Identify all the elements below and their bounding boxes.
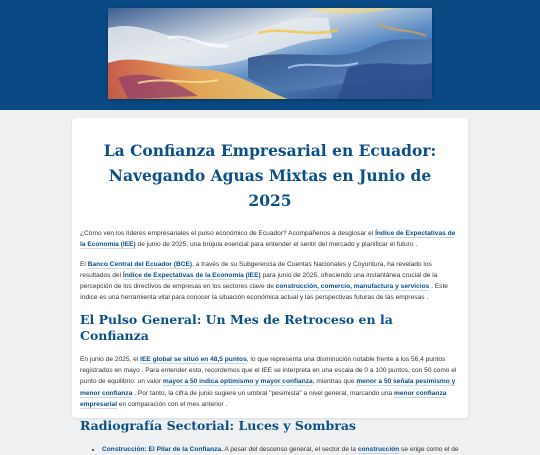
sector-list (80, 444, 460, 455)
list-item: • Construcción: El Pilar de la Confianza. A pesar del descenso general, el sector de la construcción se erige como el de (102, 444, 460, 455)
bce-paragraph: El Banco Central del Ecuador (BCE), a través de su Subgerencia de Cuentas Nacionales y Coyuntura, ha revelado los resultados del Índice de Expectativas de la Economía (IEE) para junio de 2025, ofreciendo una instantánea crucial de la percepción de los directivos de empresas en los sectores clave de construcción, comercio, manufactura y servicios . Este índice es una herramienta vital para conocer la situación económica actual y las perspectivas futuras de las empresas . (80, 260, 448, 302)
abstract-painting-image (108, 8, 432, 99)
lower-confidence-highlight: menor confianza empresarial (80, 389, 447, 408)
section-heading-pulso-general: El Pulso General: Un Mes de Retroceso en la Confianza (80, 311, 393, 343)
sectors-highlight: construcción, comercio, manufactura y servicios (275, 283, 430, 291)
intro-highlight-iee: Índice de Expectativas de la Economía (IEE) (80, 230, 456, 249)
section-heading-radiografia: Radiografía Sectorial: Luces y Sombras (80, 418, 356, 434)
bce-highlight: Banco Central del Ecuador (BCE) (87, 260, 193, 268)
iee-global-highlight: IEE global se situó en 48,5 puntos (140, 355, 247, 363)
pessimism-highlight: menor a 50 señala pesimismo y menor confianza (80, 378, 456, 397)
iee-highlight: Índice de Expectativas de la Economía (IEE) (122, 271, 261, 279)
header-banner (0, 0, 540, 110)
article-card (72, 118, 468, 454)
pulso-paragraph: En junio de 2025, el IEE global se situó en 48,5 puntos, lo que representa una disminución notable frente a los 56,4 puntos registrados en mayo . Para entender esto, recordemos que el IEE se interpreta en una escala de 0 a 100 puntos, con 50 como el punto de equilibrio: un valor mayor a 50 indica optimismo y mayor confianza, mientras que menor a 50 señala pesimismo y menor confianza . Por tanto, la cifra de junio sugiere un umbral "pesimista" a nivel general, marcando una menor confianza empresarial en comparación con el mes anterior . (80, 355, 457, 408)
intro-paragraph: ¿Cómo ven los líderes empresariales el pulso económico de Ecuador? Acompáñenos a desglosar el Índice de Expectativas de la Economía (IEE) de junio de 2025, una brújula esencial para entender el sentir del mercado y planificar el futuro . (80, 230, 456, 249)
article-title: La Confianza Empresarial en Ecuador: Navegando Aguas Mixtas en Junio de 2025 (103, 141, 437, 210)
optimism-highlight: mayor a 50 indica optimismo y mayor confianza (162, 378, 313, 386)
